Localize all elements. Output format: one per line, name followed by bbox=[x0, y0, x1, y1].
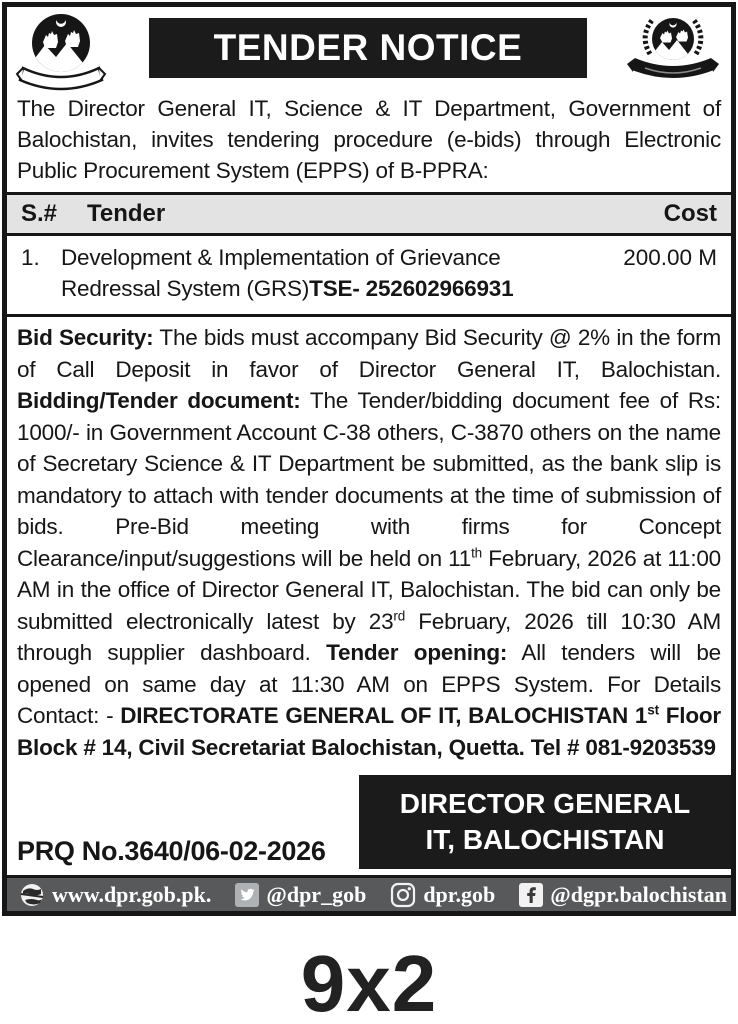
website-link[interactable] bbox=[19, 882, 211, 908]
body-segment: The Tender/bidding document fee of Rs: 1000/- in Government Account C-38 others, C-3870 others on the name of Secretary Science & IT Department be submitted, as the bank slip is mandatory to attach with tender documents at the time of submission of bids. Pre-Bid meeting with firms for Concept Clearance/input/suggestions will be held on 11 bbox=[17, 388, 721, 571]
signature-line2: IT, BALOCHISTAN bbox=[425, 824, 665, 855]
facebook-icon bbox=[519, 883, 543, 907]
body-segment: Tender opening: bbox=[326, 640, 508, 665]
facebook-label: @dgpr.balochistan bbox=[550, 881, 728, 907]
body-segment: Floor Block # 14, Civil Secretariat Balochistan, Quetta. Tel # 081-9203539 bbox=[17, 703, 721, 760]
signature-box bbox=[359, 775, 731, 869]
row-cost: 200.00 M bbox=[623, 245, 717, 270]
body-segment-superscript: st bbox=[647, 702, 659, 718]
dgpr-balochistan-emblem-logo bbox=[623, 12, 723, 91]
tender-code: TSE- 252602966931 bbox=[309, 276, 514, 301]
balochistan-government-emblem-logo bbox=[15, 12, 107, 99]
body-segment: The bids must accompany Bid Security @ 2% in the form of Call Deposit in favor of Director General IT, Balochistan. bbox=[17, 325, 721, 382]
twitter-handle[interactable] bbox=[235, 882, 366, 908]
instagram-label: dpr.gob bbox=[423, 881, 496, 907]
column-header-cost: Cost bbox=[663, 200, 717, 227]
notice-body-paragraph bbox=[7, 314, 731, 771]
row-sno: 1. bbox=[21, 245, 40, 270]
signoff-section bbox=[7, 771, 731, 875]
body-segment-superscript: rd bbox=[393, 608, 406, 623]
social-bar bbox=[7, 875, 731, 911]
intro-paragraph: The Director General IT, Science & IT Department, Government of Balochistan, invites tendering procedure (e-bids) through Electronic Public Procurement System (EPPS) of B-PPRA: bbox=[17, 96, 721, 183]
column-header-sno: S.# bbox=[21, 200, 58, 227]
body-segment: All tenders will be opened on same day at 11:30 AM on EPPS System. For Details Contact: - bbox=[17, 640, 721, 728]
website-label: www.dpr.gob.pk. bbox=[52, 881, 212, 907]
body-segment: Bid Security: bbox=[17, 325, 154, 350]
tender-name: Development & Implementation of Grievance Redressal System (GRS) bbox=[61, 245, 501, 301]
body-segment: DIRECTORATE GENERAL OF IT, BALOCHISTAN 1 bbox=[120, 703, 648, 728]
instagram-handle[interactable] bbox=[390, 882, 495, 908]
column-header-tender: Tender bbox=[87, 200, 166, 227]
tender-table bbox=[7, 192, 731, 314]
signature-line1: DIRECTOR GENERAL bbox=[399, 788, 691, 819]
twitter-label: @dpr_gob bbox=[266, 881, 367, 907]
tender-notice bbox=[2, 2, 736, 916]
row-tender-description bbox=[61, 242, 581, 304]
page-title: TENDER NOTICE bbox=[213, 27, 523, 68]
tender-notice-title-bar bbox=[149, 18, 587, 78]
body-segment: February, 2026 at 11:00 AM in the office of Director General IT, Balochistan. The bid can only be submitted electronically latest by 23 bbox=[17, 545, 722, 634]
instagram-icon bbox=[390, 882, 416, 908]
table-row bbox=[7, 236, 731, 314]
facebook-handle[interactable] bbox=[519, 882, 727, 908]
ad-size-label: 9x2 bbox=[300, 939, 438, 1024]
globe-icon bbox=[19, 882, 45, 908]
body-segment: February, 2026 till 10:30 AM through supplier dashboard. bbox=[17, 608, 722, 665]
notice-header bbox=[7, 7, 731, 89]
body-segment-superscript: th bbox=[471, 545, 482, 560]
twitter-icon bbox=[235, 883, 259, 907]
table-header-row bbox=[7, 192, 731, 236]
body-segment: Bidding/Tender document: bbox=[17, 388, 301, 413]
prq-number: PRQ No.3640/06-02-2026 bbox=[17, 836, 326, 866]
